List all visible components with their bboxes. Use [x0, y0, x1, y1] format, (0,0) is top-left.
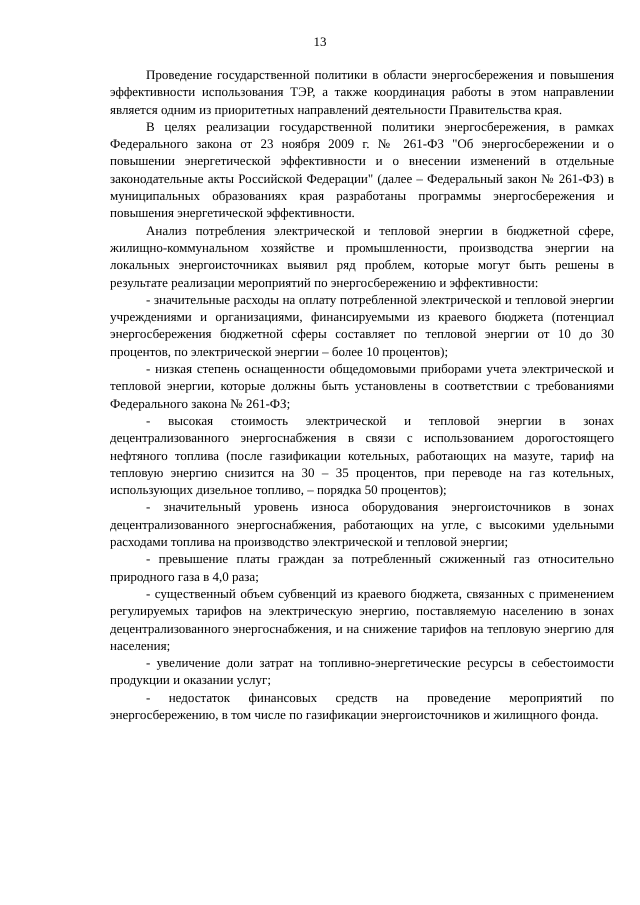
paragraph-federal-law: В целях реализации государственной политики энергосбережения, в рамках Федерального закона от 23 ноября 2009 г. № 261-ФЗ "Об энергосбережении и о повышении энергетической эффективности и о внесении изменений в отдельные законодательные акты Российской Федерации" (далее – Федеральный закон № 261-ФЗ) в муниципальных образованиях края разработаны программы энергосбережения и повышения энергетической эффективности. — [110, 118, 614, 221]
document-body — [110, 66, 614, 723]
list-item-equipment-wear: - значительный уровень износа оборудования энергоисточников в зонах децентрализованного энергоснабжения, работающих на угле, с высокими удельными расходами топлива на производство электрической и тепловой энергии; — [110, 499, 614, 550]
list-item-high-cost: - высокая стоимость электрической и тепловой энергии в зонах децентрализованного энергоснабжения в связи с использованием дорогостоящего нефтяного топлива (после газификации котельных, работающих на мазуте, тариф на тепловую энергию снизится на 30 – 35 процентов, при переводе на газ котельных, использующих дизельное топливо, – порядка 50 процентов); — [110, 412, 614, 498]
list-item-gas-price: - превышение платы граждан за потребленный сжиженный газ относительно природного газа в 4,0 раза; — [110, 551, 614, 584]
list-item-metering: - низкая степень оснащенности общедомовыми приборами учета электрической и тепловой энергии, которые должны быть установлены в соответствии с требованиями Федерального закона № 261-ФЗ; — [110, 361, 614, 411]
list-item-cost-share: - увеличение доли затрат на топливно-энергетические ресурсы в себестоимости продукции и оказании услуг; — [110, 655, 614, 688]
list-item-funding-shortage: - недостаток финансовых средств на проведение мероприятий по энергосбережению, в том числе по газификации энергоисточников и жилищного фонда. — [110, 689, 614, 722]
list-item-payment-costs: - значительные расходы на оплату потребленной электрической и тепловой энергии учреждениями и организациями, финансируемыми из краевого бюджета (потенциал энергосбережения бюджетной сферы составляет по тепловой энергии от 10 до 30 процентов, по электрической энергии – более 10 процентов); — [110, 291, 614, 359]
list-item-subventions: - существенный объем субвенций из краевого бюджета, связанных с применением регулируемых тарифов на электрическую энергию, поставляемую населению в зонах децентрализованного энергоснабжения, и на снижение тарифов на тепловую энергию для населения; — [110, 585, 614, 653]
page-number: 13 — [313, 34, 327, 49]
paragraph-analysis: Анализ потребления электрической и тепловой энергии в бюджетной сфере, жилищно-коммунальном хозяйстве и промышленности, производства энергии на локальных энергоисточниках выявил ряд проблем, которые могут быть решены в результате реализации мероприятий по энергосбережению и эффективности: — [110, 222, 614, 290]
paragraph-policy-intro: Проведение государственной политики в области энергосбережения и повышения эффективности использования ТЭР, а также координация работы в этом направлении является одним из приоритетных направлений деятельности Правительства края. — [110, 67, 614, 117]
